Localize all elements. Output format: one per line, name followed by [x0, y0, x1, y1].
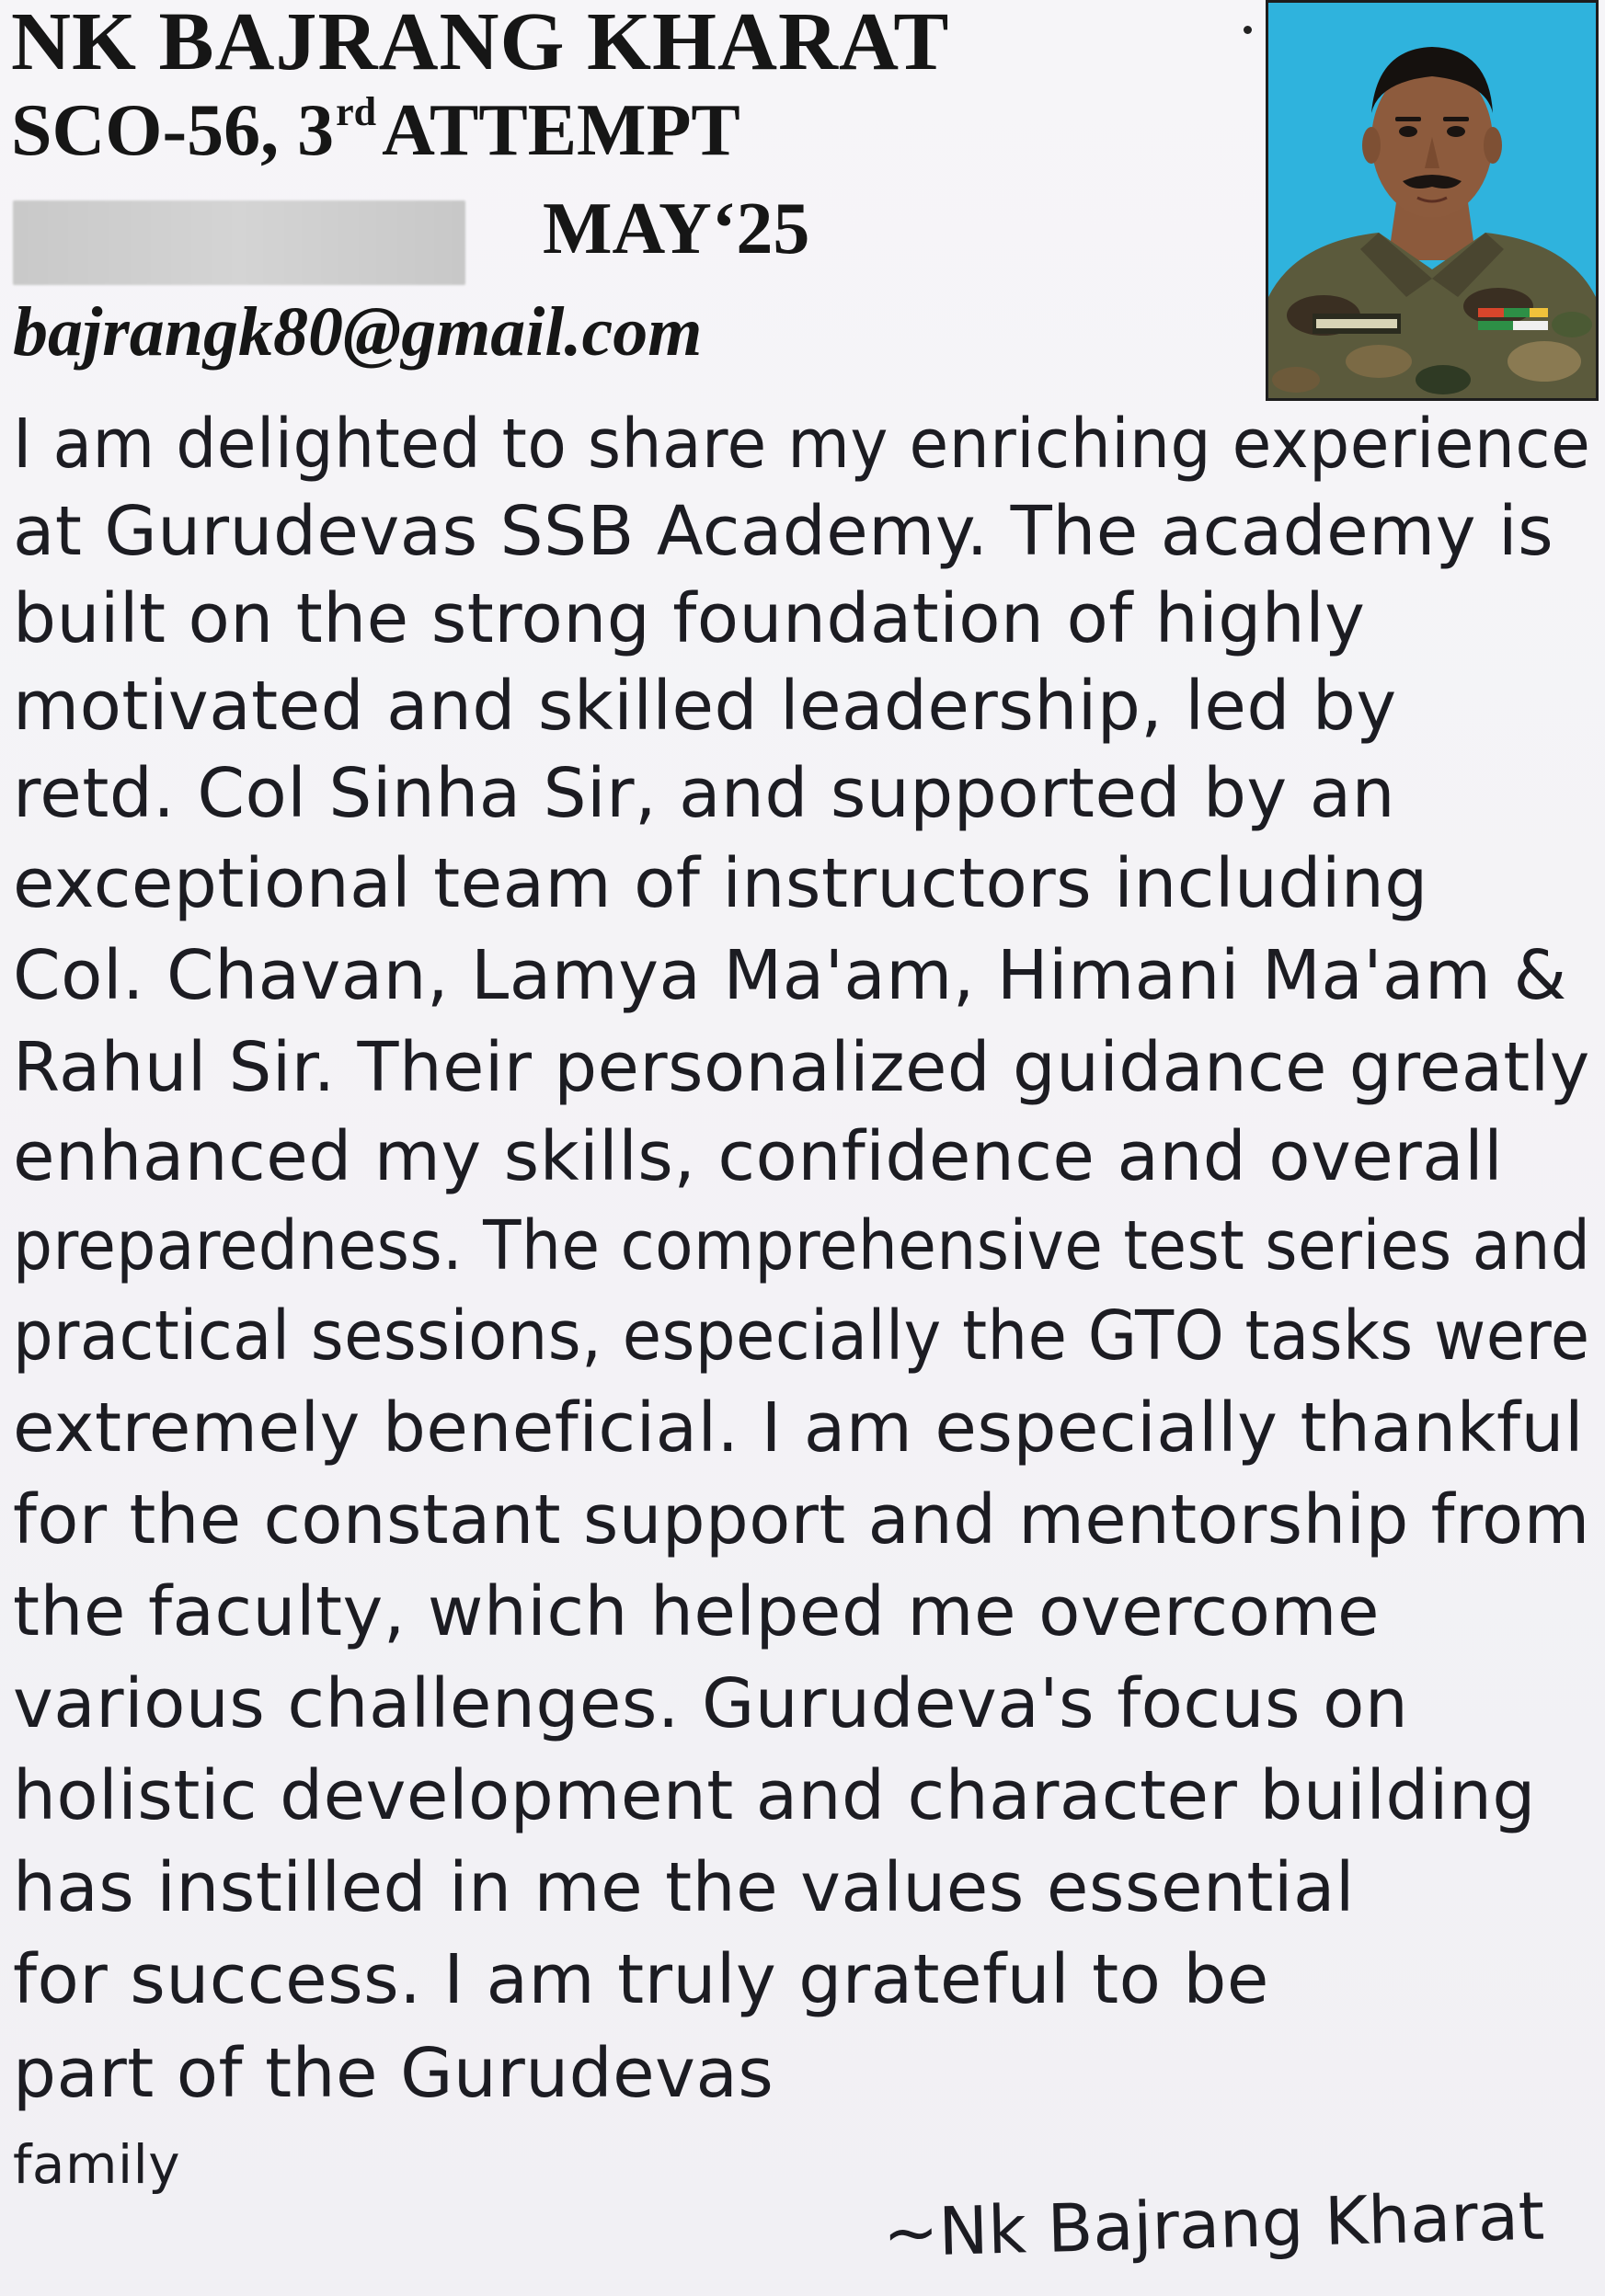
letter-line: practical sessions, especially the GTO tasks were: [13, 1296, 1590, 1376]
handwritten-letter: [9, 386, 1600, 2290]
letter-line: Col. Chavan, Lamya Ma'am, Himani Ma'am &: [13, 936, 1567, 1015]
letter-line: Rahul Sir. Their personalized guidance greatly: [13, 1028, 1590, 1107]
portrait-illustration: [1268, 3, 1596, 398]
letter-line: preparedness. The comprehensive test series and: [13, 1206, 1591, 1285]
header-block: [0, 0, 1605, 386]
ordinal-suffix: rd: [336, 89, 377, 134]
date-label: MAY‘25: [543, 188, 810, 269]
attempt-label: ATTEMPT: [382, 90, 740, 171]
letter-line: I am delighted to share my enriching experience: [13, 405, 1591, 484]
letter-line: built on the strong foundation of highly: [13, 579, 1366, 658]
letter-line: has instilled in me the values essential: [13, 1848, 1355, 1927]
letter-line: for success. I am truly grateful to be: [13, 1940, 1269, 2019]
letter-line: exceptional team of instructors including: [13, 844, 1428, 923]
letter-line: enhanced my skills, confidence and overall: [13, 1117, 1504, 1196]
email-address: bajrangk80@gmail.com: [13, 293, 703, 371]
signature: ~Nk Bajrang Kharat: [882, 2176, 1546, 2272]
candidate-name: NK BAJRANG KHARAT: [11, 0, 950, 87]
letter-line: holistic development and character building: [13, 1756, 1536, 1835]
ink-dot: [1244, 26, 1252, 34]
letter-line: retd. Col Sinha Sir, and supported by an: [13, 754, 1395, 833]
redacted-block: [13, 200, 465, 285]
letter-line: various challenges. Gurudeva's focus on: [13, 1664, 1409, 1743]
letter-line: at Gurudevas SSB Academy. The academy is: [13, 492, 1554, 571]
letter-line: part of the Gurudevas: [13, 2034, 774, 2113]
sco-attempt-line: [11, 88, 740, 173]
sco-number: SCO-56, 3: [11, 90, 335, 171]
candidate-photo: [1266, 0, 1599, 401]
letter-line: the faculty, which helped me overcome: [13, 1572, 1381, 1651]
letter-line: family: [13, 2133, 181, 2196]
letter-line: extremely beneficial. I am especially thankful: [13, 1388, 1585, 1468]
letter-line: motivated and skilled leadership, led by: [13, 667, 1397, 746]
letter-line: for the constant support and mentorship from: [13, 1480, 1590, 1559]
